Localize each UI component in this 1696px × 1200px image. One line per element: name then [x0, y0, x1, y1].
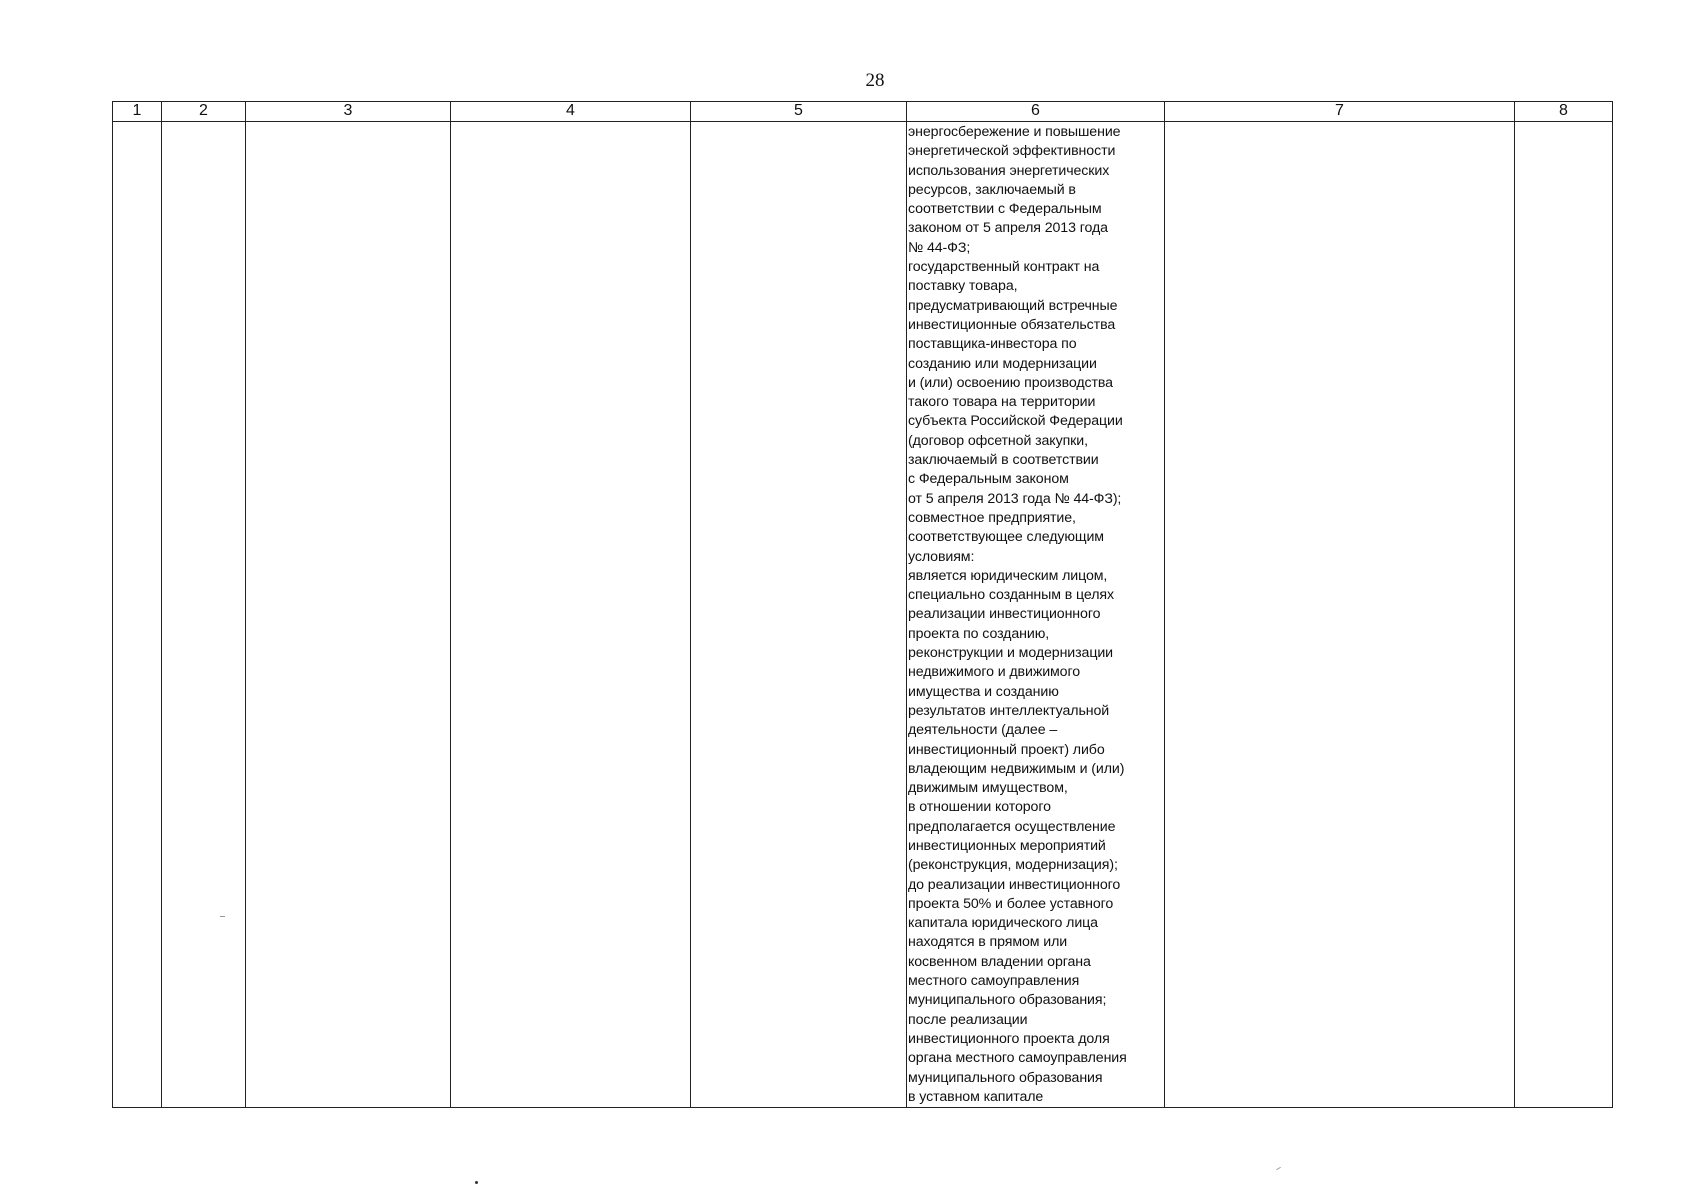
- cell-text-line: имущества и созданию: [908, 683, 1059, 700]
- cell-text-line: (реконструкция, модернизация);: [908, 857, 1118, 874]
- cell-text-line: соответствии с Федеральным: [908, 201, 1102, 218]
- cell-text-line: соответствующее следующим: [908, 529, 1104, 546]
- cell-text-line: поставку товара,: [908, 278, 1018, 295]
- cell-text-line: предполагается осуществление: [908, 818, 1116, 835]
- scan-speck: [1276, 1167, 1281, 1170]
- cell-text-line: в отношении которого: [908, 799, 1051, 816]
- cell-col-7: [1165, 122, 1515, 1108]
- cell-text-line: законом от 5 апреля 2013 года: [908, 220, 1108, 237]
- cell-text-line: субъекта Российской Федерации: [908, 413, 1123, 430]
- cell-text-line: энергосбережение и повышение: [908, 124, 1121, 140]
- cell-text-line: деятельности (далее –: [908, 722, 1058, 739]
- cell-text-line: энергетической эффективности: [908, 143, 1116, 160]
- cell-col-6: [907, 122, 1165, 1108]
- scan-speck: [220, 916, 225, 917]
- cell-text-line: реконструкции и модернизации: [908, 645, 1114, 662]
- column-header-6: 6: [907, 102, 1165, 122]
- cell-text-line: инвестиционных мероприятий: [908, 837, 1106, 854]
- cell-text-line: инвестиционного проекта доля: [908, 1030, 1110, 1047]
- cell-text-line: находятся в прямом или: [908, 934, 1068, 951]
- cell-text-line: органа местного самоуправления: [908, 1050, 1127, 1067]
- column-header-4: 4: [451, 102, 691, 122]
- cell-col-4: [451, 122, 691, 1108]
- cell-text-line: муниципального образования: [908, 1069, 1103, 1086]
- cell-text-line: от 5 апреля 2013 года № 44-ФЗ);: [908, 490, 1122, 507]
- cell-text-line: (договор офсетной закупки,: [908, 432, 1088, 449]
- cell-col-6-text: [907, 122, 1164, 1107]
- cell-text-line: инвестиционный проект) либо: [908, 741, 1105, 758]
- cell-text-line: заключаемый в соответствии: [908, 452, 1099, 469]
- column-header-2: 2: [162, 102, 246, 122]
- cell-text-line: инвестиционные обязательства: [908, 316, 1116, 333]
- cell-col-1: [113, 122, 162, 1108]
- page-number: 28: [865, 70, 885, 91]
- cell-text-line: созданию или модернизации: [908, 355, 1097, 372]
- cell-text-line: в уставном капитале: [908, 1088, 1044, 1105]
- cell-text-line: государственный контракт на: [908, 259, 1100, 276]
- cell-text-line: движимым имуществом,: [908, 780, 1068, 797]
- scan-speck: [475, 1181, 478, 1184]
- column-header-8: 8: [1515, 102, 1613, 122]
- cell-text-line: специально созданным в целях: [908, 587, 1114, 604]
- cell-text-line: условиям:: [908, 548, 975, 565]
- cell-col-8: [1515, 122, 1613, 1108]
- cell-text-line: использования энергетических: [908, 162, 1110, 179]
- column-header-7: 7: [1165, 102, 1515, 122]
- cell-text-line: и (или) освоению производства: [908, 374, 1113, 391]
- cell-col-3: [246, 122, 451, 1108]
- cell-text-line: результатов интеллектуальной: [908, 702, 1110, 719]
- cell-text-line: проекта по созданию,: [908, 625, 1050, 642]
- cell-col-2: [162, 122, 246, 1108]
- table-row: [113, 122, 1613, 1108]
- cell-text-line: владеющим недвижимым и (или): [908, 760, 1125, 777]
- column-header-5: 5: [691, 102, 907, 122]
- cell-text-line: недвижимого и движимого: [908, 664, 1081, 681]
- cell-text-line: с Федеральным законом: [908, 471, 1069, 488]
- cell-text-line: предусматривающий встречные: [908, 297, 1118, 314]
- cell-text-line: поставщика-инвестора по: [908, 336, 1077, 353]
- cell-text-line: после реализации: [908, 1011, 1028, 1028]
- document-table: [112, 101, 1613, 1108]
- cell-text-line: ресурсов, заключаемый в: [908, 181, 1076, 198]
- cell-text-line: является юридическим лицом,: [908, 567, 1108, 584]
- cell-text-line: до реализации инвестиционного: [908, 876, 1121, 893]
- column-header-1: 1: [113, 102, 162, 122]
- cell-text-line: такого товара на территории: [908, 394, 1096, 411]
- cell-text-line: косвенном владении органа: [908, 953, 1091, 970]
- cell-text-line: реализации инвестиционного: [908, 606, 1101, 623]
- column-header-3: 3: [246, 102, 451, 122]
- cell-text-line: капитала юридического лица: [908, 915, 1098, 932]
- cell-col-5: [691, 122, 907, 1108]
- cell-text-line: № 44-ФЗ;: [908, 239, 971, 256]
- cell-text-line: муниципального образования;: [908, 992, 1107, 1009]
- cell-text-line: местного самоуправления: [908, 973, 1080, 990]
- header-row: [113, 102, 1613, 122]
- cell-text-line: совместное предприятие,: [908, 509, 1076, 526]
- cell-text-line: проекта 50% и более уставного: [908, 895, 1114, 912]
- table-header: [113, 102, 1613, 122]
